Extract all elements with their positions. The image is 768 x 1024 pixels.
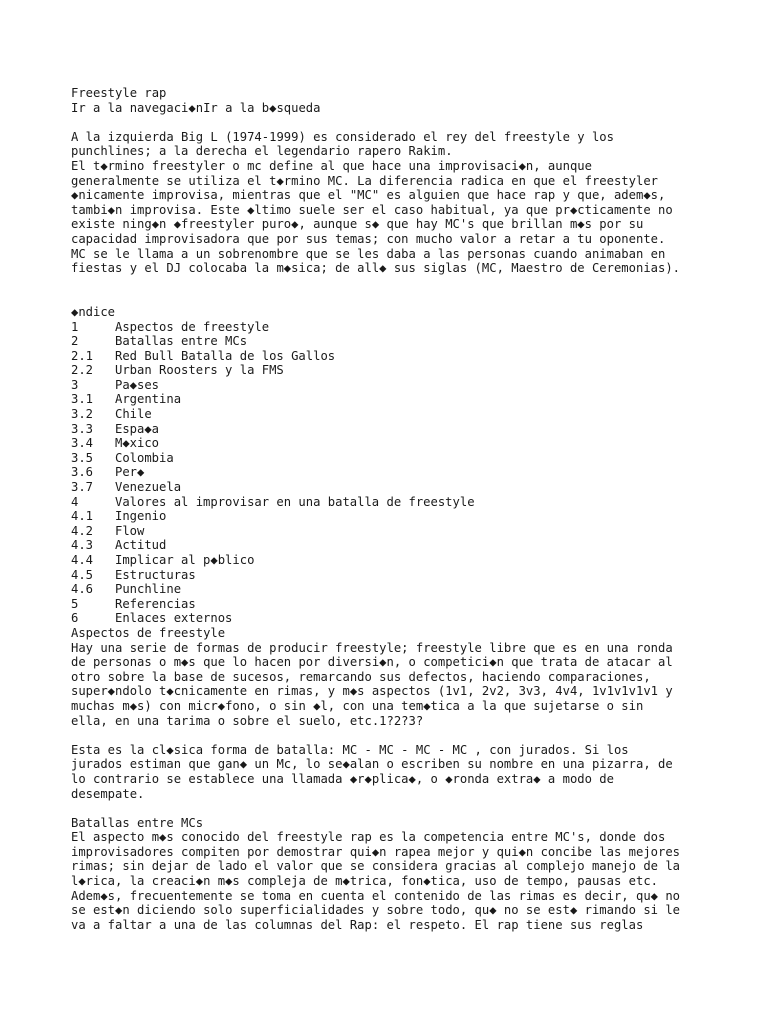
toc-item[interactable] <box>71 538 711 553</box>
toc-heading: ◆ndice <box>71 304 116 319</box>
toc-item[interactable] <box>71 480 711 495</box>
toc-label: Chile <box>115 407 152 422</box>
toc-number: 3.1 <box>71 392 94 407</box>
body-line: jurados estiman que gan◆ un Mc, lo se◆alan o escriben su nombre en una pizarra, de <box>71 757 673 772</box>
body-line: super◆ndolo t◆cnicamente en rimas, y m◆s aspectos (1v1, 2v2, 3v3, 4v4, 1v1v1v1v1 y <box>71 684 673 699</box>
toc-label: Batallas entre MCs <box>115 334 248 349</box>
toc-number: 2.2 <box>71 363 94 378</box>
body-line: va a faltar a una de las columnas del Rap: el respeto. El rap tiene sus reglas <box>71 917 644 932</box>
toc-number: 3.4 <box>71 436 94 451</box>
toc-label: Ingenio <box>115 509 167 524</box>
toc-number: 4.2 <box>71 523 94 538</box>
toc-label: Urban Roosters y la FMS <box>115 363 284 378</box>
page-title: Freestyle rap <box>71 86 167 100</box>
toc-number: 4 <box>71 494 79 509</box>
section-aspectos <box>71 626 711 801</box>
body-line: otro sobre la base de sucesos, remarcando sus defectos, haciendo comparaciones, <box>71 669 651 684</box>
intro-line: capacidad improvisadora que por sus temas; con mucho valor a retar a tu oponente. <box>71 231 666 246</box>
toc-item[interactable] <box>71 509 711 524</box>
toc-item[interactable] <box>71 451 711 466</box>
toc-item[interactable] <box>71 363 711 378</box>
spacer <box>71 801 711 816</box>
body-line: Hay una serie de formas de producir freestyle; freestyle libre que es en una ronda <box>71 640 673 655</box>
toc-item[interactable] <box>71 392 711 407</box>
navigation-links[interactable]: Ir a la navegaci◆nIr a la b◆squeda <box>71 100 321 115</box>
toc-number: 4.6 <box>71 582 94 597</box>
toc-item[interactable] <box>71 422 711 437</box>
toc-number: 3 <box>71 377 79 392</box>
toc-item[interactable] <box>71 378 711 393</box>
toc-item[interactable] <box>71 495 711 510</box>
toc-number: 4.5 <box>71 567 94 582</box>
toc-label: Flow <box>115 523 145 538</box>
toc-number: 2 <box>71 334 79 349</box>
toc-label: Punchline <box>115 582 182 597</box>
toc-item[interactable] <box>71 465 711 480</box>
toc-label: Red Bull Batalla de los Gallos <box>115 348 336 363</box>
toc-number: 1 <box>71 319 79 334</box>
toc-label: Valores al improvisar en una batalla de freestyle <box>115 494 475 509</box>
toc-number: 5 <box>71 596 79 611</box>
intro-line: tambi◆n improvisa. Este ◆ltimo suele ser el caso habitual, ya que pr◆cticamente no <box>71 202 673 217</box>
body-line: Adem◆s, frecuentemente se toma en cuenta el contenido de las rimas es decir, qu◆ no <box>71 888 681 903</box>
toc-number: 2.1 <box>71 348 94 363</box>
intro-line: generalmente se utiliza el t◆rmino MC. La diferencia radica en que el freestyler <box>71 173 658 188</box>
toc-item[interactable] <box>71 611 711 626</box>
intro-paragraph <box>71 130 711 276</box>
toc-item[interactable] <box>71 320 711 335</box>
toc-number: 3.3 <box>71 421 94 436</box>
section-batallas <box>71 816 711 933</box>
body-line: ella, en una tarima o sobre el suelo, etc.1?2?3? <box>71 713 424 728</box>
toc-label: Aspectos de freestyle <box>115 319 270 334</box>
body-line: desempate. <box>71 786 145 801</box>
body-line: rimas; sin dejar de lado el valor que se considera gracias al complejo manejo de la <box>71 859 681 874</box>
toc-number: 6 <box>71 611 79 626</box>
body-line: El aspecto m◆s conocido del freestyle rap es la competencia entre MC's, donde dos <box>71 830 666 845</box>
intro-line: existe ning◆n ◆freestyler puro◆, aunque s◆ que hay MC's que brillan m◆s por su <box>71 217 644 232</box>
spacer <box>71 115 711 130</box>
toc-number: 4.3 <box>71 538 94 553</box>
toc-number: 4.1 <box>71 509 94 524</box>
toc-number: 3.6 <box>71 465 94 480</box>
toc-item[interactable] <box>71 553 711 568</box>
toc-item[interactable] <box>71 349 711 364</box>
toc-item[interactable] <box>71 436 711 451</box>
toc-item[interactable] <box>71 597 711 612</box>
toc-label: Argentina <box>115 392 182 407</box>
section-heading: Aspectos de freestyle <box>71 625 226 640</box>
toc-label: Per◆ <box>115 465 145 480</box>
toc-label: Venezuela <box>115 480 182 495</box>
toc-label: Estructuras <box>115 567 196 582</box>
table-of-contents <box>71 305 711 626</box>
toc-item[interactable] <box>71 568 711 583</box>
toc-number: 3.2 <box>71 407 94 422</box>
body-line: improvisadores compiten por demostrar qui◆n rapea mejor y qui◆n concibe las mejores <box>71 844 681 859</box>
toc-item[interactable] <box>71 524 711 539</box>
toc-number: 3.5 <box>71 450 94 465</box>
toc-label: Actitud <box>115 538 167 553</box>
spacer <box>71 728 711 743</box>
body-line: l◆rica, la creaci◆n m◆s compleja de m◆trica, fon◆tica, uso de tempo, pausas etc. <box>71 874 658 889</box>
intro-line: A la izquierda Big L (1974-1999) es considerado el rey del freestyle y los <box>71 129 614 144</box>
toc-number: 4.4 <box>71 553 94 567</box>
body-line: muchas m◆s) con micr◆fono, o sin ◆l, con una tem◆tica a la que sujetarse o sin <box>71 698 644 713</box>
toc-label: Enlaces externos <box>115 611 233 626</box>
body-line: se est◆n diciendo solo superficialidades y sobre todo, qu◆ no se est◆ rimando si le <box>71 903 681 918</box>
document-page <box>71 86 711 932</box>
section-heading: Batallas entre MCs <box>71 815 204 830</box>
intro-line: El t◆rmino freestyler o mc define al que hace una improvisaci◆n, aunque <box>71 158 592 173</box>
toc-label: Espa◆a <box>115 421 160 436</box>
toc-item[interactable] <box>71 334 711 349</box>
toc-item[interactable] <box>71 582 711 597</box>
toc-label: Implicar al p◆blico <box>115 553 255 567</box>
intro-line: MC se le llama a un sobrenombre que se les daba a las personas cuando animaban en <box>71 246 666 261</box>
body-line: Esta es la cl◆sica forma de batalla: MC - MC - MC - MC , con jurados. Si los <box>71 742 629 757</box>
toc-label: Colombia <box>115 450 174 465</box>
toc-label: M◆xico <box>115 436 160 451</box>
body-line: de personas o m◆s que lo hacen por diversi◆n, o competici◆n que trata de atacar al <box>71 655 673 670</box>
toc-number: 3.7 <box>71 480 94 495</box>
intro-line: punchlines; a la derecha el legendario rapero Rakim. <box>71 144 453 159</box>
body-line: lo contrario se establece una llamada ◆r◆plica◆, o ◆ronda extra◆ a modo de <box>71 771 614 786</box>
intro-line: ◆nicamente improvisa, mientras que el "MC" es alguien que hace rap y que, adem◆s, <box>71 188 666 203</box>
toc-label: Pa◆ses <box>115 377 160 392</box>
toc-item[interactable] <box>71 407 711 422</box>
toc-label: Referencias <box>115 596 196 611</box>
spacer <box>71 276 711 305</box>
intro-line: fiestas y el DJ colocaba la m◆sica; de all◆ sus siglas (MC, Maestro de Ceremonias). <box>71 261 681 276</box>
